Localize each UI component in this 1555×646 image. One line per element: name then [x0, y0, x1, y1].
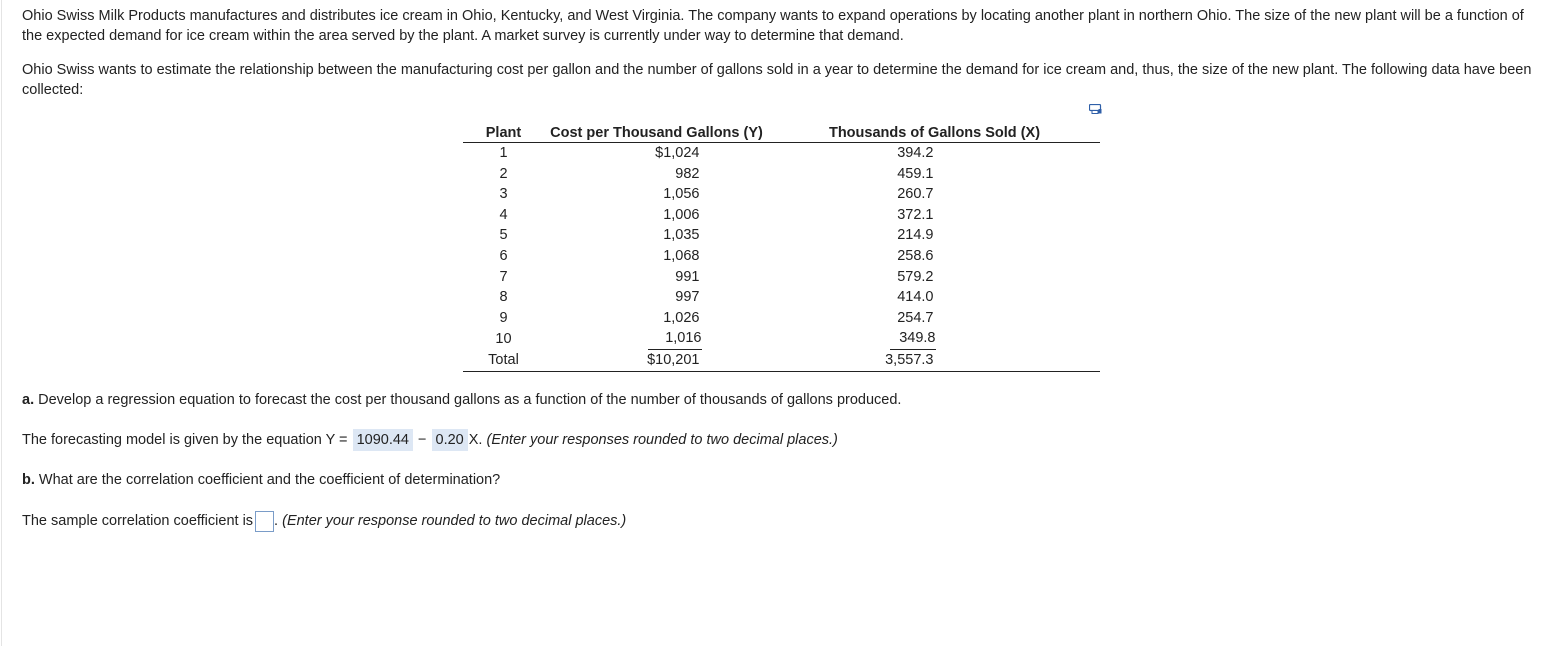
print-icon[interactable] [1089, 104, 1102, 114]
table-row [463, 246, 1100, 267]
part-a-label: a. [22, 392, 35, 408]
gallons-cell: 214.9 [897, 227, 934, 244]
gallons-cell: 459.1 [897, 165, 934, 182]
plant-cell: 1 [499, 145, 508, 161]
plant-cell: 6 [499, 247, 508, 264]
table-row [463, 184, 1100, 205]
intro-paragraph-2: Ohio Swiss wants to estimate the relationship between the manufacturing cost per gallon and the number of gallons sold in a year to determine the demand for ice cream and, thus, the size of the new plant. The following data have been collected: [22, 62, 1532, 98]
cost-cell: 1,026 [663, 309, 700, 326]
cost-cell: $1,024 [655, 145, 700, 161]
cost-cell: 1,006 [663, 206, 700, 223]
gallons-cell: 260.7 [897, 186, 934, 203]
table-total-row [463, 350, 1100, 371]
cost-cell: 1,016 [648, 328, 702, 350]
minus-operator: − [418, 432, 427, 448]
gallons-cell: 372.1 [897, 206, 934, 223]
variable-x: X. [468, 432, 483, 448]
gallons-cell: 258.6 [897, 247, 934, 264]
plant-cell: 4 [499, 206, 508, 223]
equation-prefix: The forecasting model is given by the equation Y = [22, 432, 348, 448]
correlation-prompt [22, 510, 626, 532]
cost-cell: 982 [675, 165, 700, 182]
plant-cell: 5 [499, 227, 508, 244]
total-cost: $10,201 [647, 351, 700, 368]
table-row [463, 287, 1100, 308]
total-gallons: 3,557.3 [885, 351, 934, 368]
part-b-question [22, 470, 500, 490]
plant-cell: 7 [499, 268, 508, 285]
table-row [463, 308, 1100, 329]
plant-cell: 8 [499, 289, 508, 306]
cost-cell: 1,035 [663, 227, 700, 244]
cost-cell: 1,068 [663, 247, 700, 264]
gallons-cell: 579.2 [897, 268, 934, 285]
header-gallons: Thousands of Gallons Sold (X) [769, 123, 1100, 143]
table-row [463, 225, 1100, 246]
plant-cell: 2 [499, 165, 508, 182]
part-a-hint: (Enter your responses rounded to two decimal places.) [486, 432, 838, 448]
cost-cell: 991 [675, 268, 700, 285]
gallons-cell: 394.2 [897, 145, 934, 161]
part-b-label: b. [22, 472, 35, 488]
total-label: Total [463, 350, 544, 371]
forecasting-equation [22, 429, 838, 451]
table-row [463, 267, 1100, 288]
correlation-input[interactable] [255, 511, 274, 532]
intercept-answer[interactable]: 1090.44 [353, 429, 413, 451]
gallons-cell: 349.8 [890, 328, 936, 350]
part-b-hint: (Enter your response rounded to two decimal places.) [282, 513, 627, 529]
part-a-text: Develop a regression equation to forecast the cost per thousand gallons as a function of the number of thousands of gallons produced. [38, 392, 902, 408]
plant-cell: 9 [499, 309, 508, 326]
table-row [463, 143, 1100, 164]
gallons-cell: 254.7 [897, 309, 934, 326]
intro-paragraph-1: Ohio Swiss Milk Products manufactures and distributes ice cream in Ohio, Kentucky, and West Virginia. The company wants to expand operations by locating another plant in northern Ohio. The size of the new plant will be a function of the expected demand for ice cream within the area served by the plant. A market survey is currently under way to determine that demand. [22, 8, 1524, 44]
table-row [463, 164, 1100, 185]
header-plant: Plant [463, 123, 544, 143]
left-border [1, 0, 2, 646]
part-b-text: What are the correlation coefficient and the coefficient of determination? [38, 472, 501, 488]
after-blank-period: . [274, 513, 279, 529]
gallons-cell: 414.0 [897, 289, 934, 306]
table-row [463, 328, 1100, 350]
slope-answer[interactable]: 0.20 [432, 429, 468, 451]
plant-cell: 3 [499, 186, 508, 203]
data-table [463, 123, 1100, 372]
table-header-row [463, 123, 1100, 143]
cost-cell: 997 [675, 289, 700, 306]
cost-cell: 1,056 [663, 186, 700, 203]
part-a-question [22, 390, 901, 410]
plant-cell: 10 [495, 330, 512, 347]
header-cost: Cost per Thousand Gallons (Y) [544, 123, 769, 143]
correlation-prompt-text: The sample correlation coefficient is [22, 513, 254, 529]
question-content [22, 6, 1537, 529]
table-row [463, 205, 1100, 226]
